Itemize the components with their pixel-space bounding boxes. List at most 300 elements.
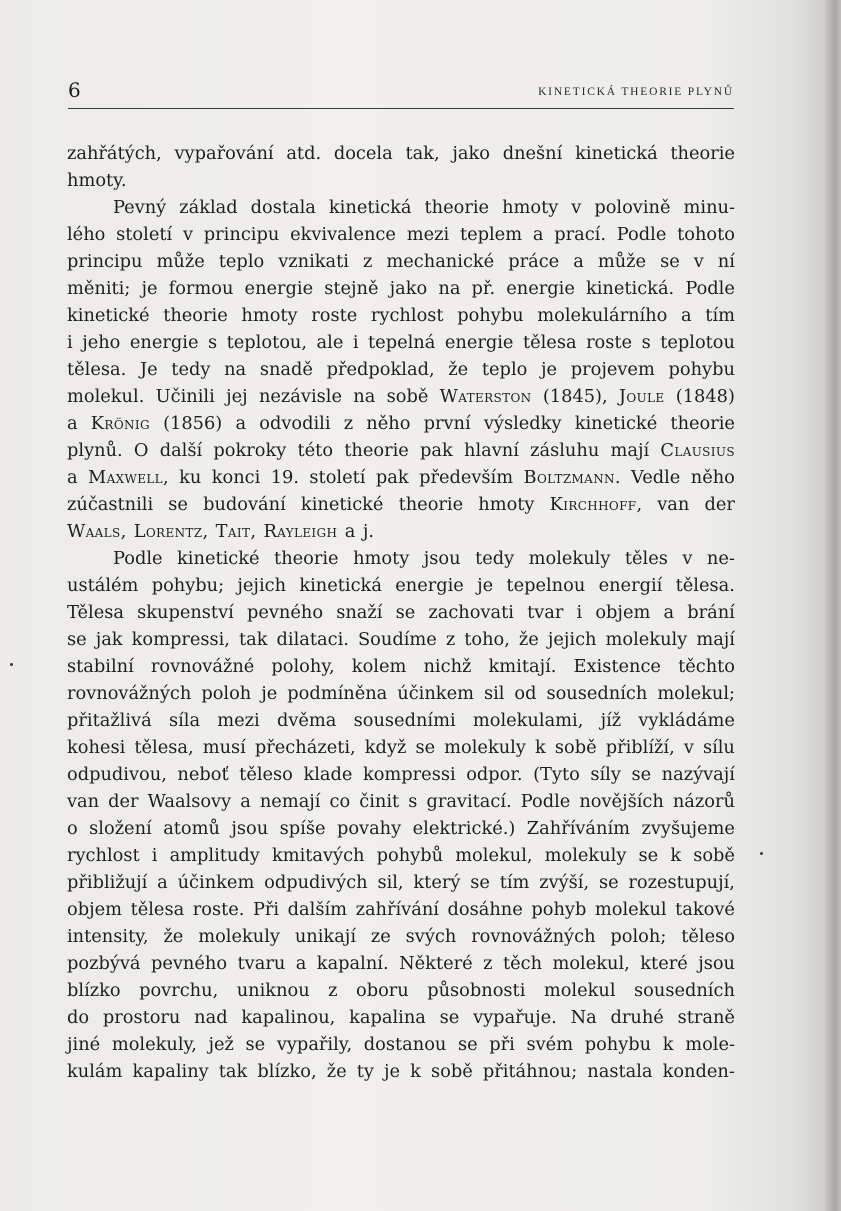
word: lého <box>67 224 106 245</box>
word: druhé <box>610 1007 664 1028</box>
word: jsou <box>231 818 269 839</box>
word: a <box>663 602 675 623</box>
word: že <box>518 629 539 650</box>
word: sousedních <box>546 683 648 704</box>
word: měniti; <box>67 278 131 299</box>
word: tím <box>499 872 530 893</box>
word: ní <box>717 251 735 272</box>
word: rovnovážné <box>150 656 255 677</box>
author-name: Tait <box>215 521 251 542</box>
word: skupenství <box>137 602 234 623</box>
word: ku <box>179 467 202 488</box>
word: jako <box>452 143 490 164</box>
word: Na <box>570 1007 597 1028</box>
word: sobě <box>430 1061 473 1082</box>
text-line <box>67 1031 735 1058</box>
word: svých <box>405 926 457 947</box>
text-line <box>67 896 735 923</box>
word: činit <box>359 791 400 812</box>
word: molekuly <box>198 926 280 947</box>
word: povrchu, <box>139 980 219 1001</box>
word: kapaliny <box>132 1061 209 1082</box>
text-line <box>67 356 735 383</box>
word: teplotou <box>660 332 735 353</box>
text-line <box>67 734 735 761</box>
word: k <box>535 737 546 758</box>
word: se <box>67 629 87 650</box>
word: budování <box>203 494 286 515</box>
word: kinetické <box>300 494 384 515</box>
word: tak, <box>405 143 440 164</box>
word: podmíněna <box>287 683 388 704</box>
word: je <box>477 575 494 596</box>
word: těleso <box>681 926 735 947</box>
word-name: Lorentz, <box>133 521 209 542</box>
word: energií <box>598 575 663 596</box>
word: novějších <box>579 791 664 812</box>
word: principu <box>203 224 280 245</box>
word: je <box>141 278 158 299</box>
word: kinetické <box>177 548 260 569</box>
word: vypařování <box>174 143 274 164</box>
text-line <box>67 761 735 788</box>
word: sil <box>483 683 505 704</box>
word: tepelnou <box>506 575 586 596</box>
text-line <box>67 194 735 221</box>
word: prací. <box>554 224 607 245</box>
word: nemají <box>259 791 321 812</box>
word: a <box>240 791 251 812</box>
word: 19. <box>270 467 299 488</box>
page-number: 6 <box>68 78 81 102</box>
word: k <box>670 845 682 866</box>
word: přibližují <box>67 872 148 893</box>
word: tepelná <box>368 332 436 353</box>
author-name: Maxwell <box>88 467 163 488</box>
word: při <box>489 1034 515 1055</box>
word: dvěma <box>276 710 337 731</box>
word: a <box>157 872 168 893</box>
word: unikají <box>294 926 357 947</box>
word: dostala <box>250 197 316 218</box>
word: gravitací. <box>426 791 512 812</box>
word: se <box>598 872 619 893</box>
word: jako <box>389 278 428 299</box>
word: se <box>638 845 659 866</box>
word: a <box>67 467 78 488</box>
word: pohybů <box>376 845 444 866</box>
word: se <box>458 1034 478 1055</box>
word: nad <box>194 1007 228 1028</box>
word: tedy <box>475 548 515 569</box>
word: který <box>413 872 461 893</box>
text-line <box>67 842 735 869</box>
text-line <box>67 815 735 842</box>
word: sobě <box>693 845 735 866</box>
word: a <box>67 413 78 434</box>
text-line <box>67 680 735 707</box>
word: vypařuje. <box>473 1007 557 1028</box>
word: kinetická <box>575 143 658 164</box>
word: pohybu <box>457 305 524 326</box>
word: jež <box>208 1034 234 1055</box>
word: atd. <box>286 143 322 164</box>
word: theorie <box>163 305 228 326</box>
text-line <box>67 437 735 464</box>
word: vypařily, <box>276 1034 353 1055</box>
word: že <box>326 1061 347 1082</box>
word: přitažlivá <box>67 710 152 731</box>
word: tělesa, <box>134 737 194 758</box>
word: theorie <box>670 413 735 434</box>
word: mole- <box>685 1034 735 1055</box>
word-name <box>263 518 337 545</box>
text-line <box>67 329 735 356</box>
word: molekul, <box>455 845 533 866</box>
word: a <box>681 305 692 326</box>
word: jiné <box>67 1034 101 1055</box>
print-speck <box>10 663 13 666</box>
word: kulám <box>67 1061 123 1082</box>
word: a <box>295 953 307 974</box>
text-line <box>67 707 735 734</box>
word: výsledky <box>483 413 562 434</box>
text-line <box>67 869 735 896</box>
word-name <box>619 383 665 410</box>
word: může <box>597 251 647 272</box>
word: z <box>328 980 338 1001</box>
word: a <box>344 521 356 542</box>
word: brání <box>687 602 735 623</box>
word: molekul <box>594 899 667 920</box>
word: pozbývá <box>67 953 141 974</box>
word: z <box>483 953 493 974</box>
word: O <box>133 440 149 461</box>
word: polohy, <box>271 656 335 677</box>
word: Podle <box>616 224 667 245</box>
word: zahřívání <box>355 899 439 920</box>
text-line <box>67 545 735 572</box>
word: dilataci. <box>276 629 349 650</box>
word: (1845), <box>542 386 608 407</box>
word: kapalinou, <box>241 1007 336 1028</box>
word: kmitají. <box>488 656 557 677</box>
word: na <box>224 359 247 380</box>
word: tím <box>705 305 735 326</box>
text-line <box>67 140 735 167</box>
word: formou <box>168 278 234 299</box>
word-name <box>660 437 735 464</box>
word: zachovati <box>428 602 514 623</box>
word: i <box>576 602 583 623</box>
text-line <box>67 491 735 518</box>
word: jejich <box>237 575 287 596</box>
word: hmoty. <box>67 170 127 191</box>
word: z <box>343 413 354 434</box>
word: principu <box>67 251 143 272</box>
word: molekuly <box>528 548 611 569</box>
word: kinetické <box>574 413 658 434</box>
word-name: Kirchhoff, <box>549 494 643 515</box>
word: Soudíme <box>357 629 437 650</box>
word: především <box>419 467 514 488</box>
text-line <box>67 1004 735 1031</box>
word: pevného <box>150 953 228 974</box>
word: oboru <box>356 980 409 1001</box>
text-line <box>67 653 735 680</box>
word: energie <box>395 575 464 596</box>
word: účinkem <box>177 872 255 893</box>
word: roste <box>586 332 633 353</box>
word: hmoty <box>353 548 410 569</box>
word: objem <box>67 899 122 920</box>
word: prostoru <box>102 1007 181 1028</box>
word: něho <box>690 467 735 488</box>
word: nezávisle <box>258 386 342 407</box>
word-name: Maxwell, <box>88 467 169 488</box>
word: rovnovážných <box>67 683 192 704</box>
word: přiblíží, <box>605 737 675 758</box>
word: do <box>67 1007 90 1028</box>
word: složení <box>89 818 152 839</box>
word-name: Boltzmann. <box>523 467 621 488</box>
word: k <box>662 1034 674 1055</box>
word: jejich <box>547 629 597 650</box>
word: tak <box>218 1061 248 1082</box>
text-line <box>67 275 735 302</box>
word: der <box>704 494 735 515</box>
word: (Tyto <box>533 764 580 785</box>
word: snaží <box>336 602 383 623</box>
word: povahy <box>336 818 402 839</box>
word: když <box>364 737 407 758</box>
word: docela <box>333 143 393 164</box>
word: dnešní <box>502 143 563 164</box>
word: hmoty <box>502 197 559 218</box>
word: energie <box>244 278 314 299</box>
word: van <box>657 494 690 515</box>
word: vznikati <box>278 251 349 272</box>
word: síly <box>590 764 621 785</box>
word: mají <box>610 440 650 461</box>
word: sousedními <box>353 710 456 731</box>
word: sousedních <box>634 980 735 1001</box>
word: jeho <box>82 332 121 353</box>
word: tělesa <box>522 332 577 353</box>
word: tělesa. <box>67 359 127 380</box>
word: Učinili <box>155 386 215 407</box>
word: Některé <box>399 953 473 974</box>
word: elektrické.) <box>412 818 516 839</box>
word: neboť <box>177 764 229 785</box>
author-name: Clausius <box>660 440 735 461</box>
word: kompressi, <box>131 629 230 650</box>
word: Pevný <box>113 197 167 218</box>
word: ty <box>356 1061 374 1082</box>
word: projevem <box>570 359 655 380</box>
word: pak <box>420 440 453 461</box>
word: konden- <box>662 1061 735 1082</box>
word: Podle <box>113 548 163 569</box>
word: kinetická <box>299 575 382 596</box>
word: je <box>261 683 278 704</box>
text-line <box>67 221 735 248</box>
word: tedy <box>171 359 211 380</box>
page-header <box>68 78 734 109</box>
word: může <box>156 251 205 272</box>
word: intensity, <box>67 926 149 947</box>
word: století <box>309 467 366 488</box>
word: století <box>116 224 173 245</box>
running-title: KINETICKÁ THEORIE PLYNŮ <box>538 86 734 98</box>
word: z <box>363 251 373 272</box>
word: hlavní <box>464 440 519 461</box>
word: energie <box>129 332 199 353</box>
word: hmoty <box>241 305 298 326</box>
text-line <box>67 572 735 599</box>
word: energie <box>444 332 514 353</box>
text-line <box>67 518 735 545</box>
word: v <box>683 737 694 758</box>
word: v <box>682 548 693 569</box>
word: od <box>514 683 537 704</box>
word: sobě <box>386 386 429 407</box>
word: které <box>640 953 688 974</box>
word: dosáhne <box>447 899 523 920</box>
word: svém <box>526 1034 574 1055</box>
word: s <box>207 332 218 353</box>
word: zahřátých, <box>67 143 162 164</box>
word: se <box>168 494 188 515</box>
word: minu- <box>683 197 735 218</box>
word: kinetická. <box>585 278 675 299</box>
word: tvaru <box>237 953 286 974</box>
author-name: Waterston <box>439 386 532 407</box>
word: i <box>67 332 73 353</box>
word: poloh; <box>610 926 667 947</box>
word: zvýší, <box>539 872 590 893</box>
word-name <box>91 410 150 437</box>
word: blízko <box>67 980 121 1001</box>
word: polovině <box>594 197 671 218</box>
word: theorie <box>398 494 464 515</box>
word: přitáhnou; <box>482 1061 578 1082</box>
word: i <box>352 332 359 353</box>
body-text <box>67 140 735 1085</box>
word: poloh <box>201 683 252 704</box>
word: jej <box>226 386 248 407</box>
word: jak <box>95 629 123 650</box>
word: př. <box>471 278 496 299</box>
word: odpudivých <box>264 872 368 893</box>
author-name: Kirchhoff <box>549 494 637 515</box>
word: stabilní <box>67 656 134 677</box>
word: pohyb <box>531 899 587 920</box>
word: mají <box>696 629 735 650</box>
text-line <box>67 383 735 410</box>
word: jsou <box>423 548 461 569</box>
author-name: Lorentz <box>133 521 203 542</box>
word: ne- <box>706 548 735 569</box>
word: roste. <box>192 899 245 920</box>
word: sobě <box>554 737 597 758</box>
word: (1856) <box>163 413 223 434</box>
word: vykládáme <box>638 710 735 731</box>
word: práce <box>508 251 560 272</box>
word: se <box>439 1007 460 1028</box>
word: teplotou, <box>226 332 308 353</box>
word: kinetická <box>328 197 412 218</box>
word: molekul, <box>552 953 630 974</box>
word: odpudivou, <box>67 764 167 785</box>
word: Při <box>252 899 280 920</box>
text-line <box>67 1058 735 1085</box>
word: konci <box>211 467 261 488</box>
word: energie <box>506 278 575 299</box>
word: molekulárního <box>537 305 668 326</box>
word: nastala <box>587 1061 653 1082</box>
word: předpoklad, <box>326 359 435 380</box>
word: v <box>693 251 704 272</box>
word: molekul <box>543 980 616 1001</box>
word: rychlost <box>370 305 444 326</box>
word: těleso <box>239 764 293 785</box>
word: kinetické <box>67 305 150 326</box>
word: s <box>641 332 651 353</box>
word: že <box>448 359 469 380</box>
word: i <box>151 845 158 866</box>
word: ale <box>316 332 344 353</box>
word: theorie <box>344 440 409 461</box>
word: ze <box>370 926 391 947</box>
word: přecházeti, <box>254 737 356 758</box>
text-line <box>67 977 735 1004</box>
word: molekuly, <box>111 1034 197 1055</box>
word: se <box>470 872 490 893</box>
word: se <box>395 602 416 623</box>
word: kapalní. <box>316 953 389 974</box>
word: ekvivalence <box>290 224 396 245</box>
word-name: Waals, <box>67 521 127 542</box>
word: kolem <box>351 656 407 677</box>
word: van <box>67 791 100 812</box>
word: tohoto <box>677 224 735 245</box>
word: zúčastnili <box>67 494 154 515</box>
word: pokroky <box>213 440 287 461</box>
word: něho <box>366 413 411 434</box>
text-line <box>67 923 735 950</box>
word: těch <box>502 953 543 974</box>
word: takové <box>675 899 735 920</box>
text-line <box>67 788 735 815</box>
word: molekuly <box>605 629 688 650</box>
word: klade <box>303 764 353 785</box>
word: sil, <box>377 872 404 893</box>
word: tvar <box>527 602 564 623</box>
word: mezi <box>406 224 450 245</box>
word: Podle <box>520 791 571 812</box>
word: roste <box>311 305 358 326</box>
word: stejně <box>324 278 379 299</box>
word: tak <box>238 629 268 650</box>
word: k <box>410 1061 421 1082</box>
word: co <box>329 791 351 812</box>
page-edge-shadow <box>825 0 841 1211</box>
word: tělesa <box>130 899 185 920</box>
word: Existence <box>573 656 661 677</box>
word: Zahříváním <box>526 818 631 839</box>
word: theorie <box>670 143 735 164</box>
